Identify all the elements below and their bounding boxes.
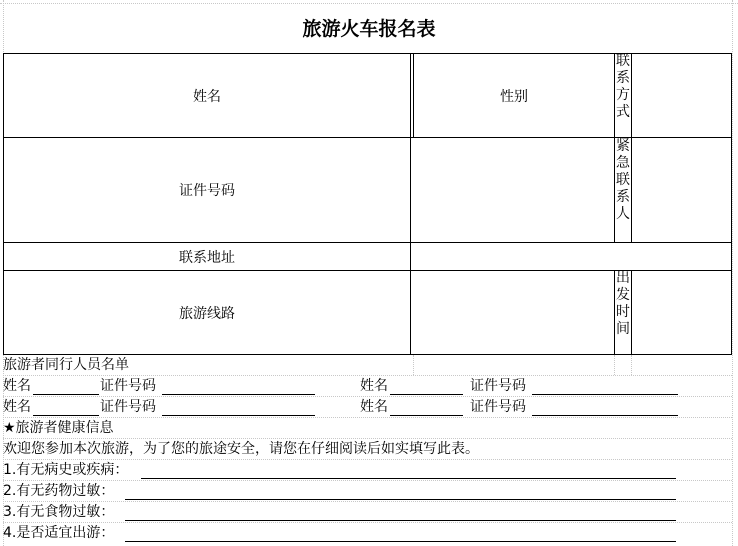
health-answer-4[interactable] bbox=[125, 541, 676, 542]
companion-id-label: 证件号码 bbox=[100, 399, 156, 415]
health-question-2: 2.有无药物过敏： bbox=[3, 483, 115, 499]
companion-name-label: 姓名 bbox=[360, 399, 388, 415]
companion-id-blank[interactable] bbox=[162, 415, 315, 416]
companion-id-blank[interactable] bbox=[532, 394, 678, 395]
name-label: 姓名 bbox=[193, 88, 221, 105]
health-answer-1[interactable] bbox=[141, 478, 676, 479]
companion-name-blank[interactable] bbox=[390, 415, 463, 416]
companion-id-label: 证件号码 bbox=[100, 378, 156, 394]
contact-method-field[interactable] bbox=[632, 54, 731, 137]
emergency-contact-field[interactable] bbox=[632, 138, 731, 242]
address-label: 联系地址 bbox=[179, 249, 235, 266]
companion-id-blank[interactable] bbox=[162, 394, 315, 395]
emergency-contact-label: 紧急联系人 bbox=[616, 138, 630, 222]
route-label: 旅游线路 bbox=[179, 305, 235, 322]
companions-header: 旅游者同行人员名单 bbox=[3, 357, 129, 373]
health-question-3: 3.有无食物过敏： bbox=[3, 504, 115, 520]
health-question-4: 4.是否适宜出游： bbox=[3, 525, 115, 541]
companion-id-label: 证件号码 bbox=[470, 399, 526, 415]
route-field[interactable] bbox=[411, 271, 614, 354]
companion-id-blank[interactable] bbox=[532, 415, 678, 416]
id-number-label: 证件号码 bbox=[179, 183, 235, 199]
health-answer-3[interactable] bbox=[125, 520, 676, 521]
health-header: ★旅游者健康信息 bbox=[3, 420, 114, 436]
gender-label: 性别 bbox=[500, 88, 528, 105]
companion-id-label: 证件号码 bbox=[470, 378, 526, 394]
health-answer-2[interactable] bbox=[125, 499, 676, 500]
companion-name-blank[interactable] bbox=[390, 394, 463, 395]
departure-time-field[interactable] bbox=[632, 271, 731, 354]
contact-method-label: 联系方式 bbox=[616, 53, 630, 120]
companion-name-label: 姓名 bbox=[3, 378, 31, 394]
form-title: 旅游火车报名表 bbox=[302, 18, 436, 40]
companion-name-label: 姓名 bbox=[3, 399, 31, 415]
departure-time-label: 出发时间 bbox=[616, 270, 630, 337]
health-question-1: 1.有无病史或疾病： bbox=[3, 462, 129, 478]
address-field[interactable] bbox=[411, 243, 731, 270]
companion-name-blank[interactable] bbox=[33, 415, 99, 416]
id-number-field[interactable] bbox=[411, 138, 614, 242]
health-intro: 欢迎您参加本次旅游，为了您的旅途安全，请您在仔细阅读后如实填写此表。 bbox=[3, 441, 479, 457]
companion-name-label: 姓名 bbox=[360, 378, 388, 394]
companion-name-blank[interactable] bbox=[33, 394, 99, 395]
